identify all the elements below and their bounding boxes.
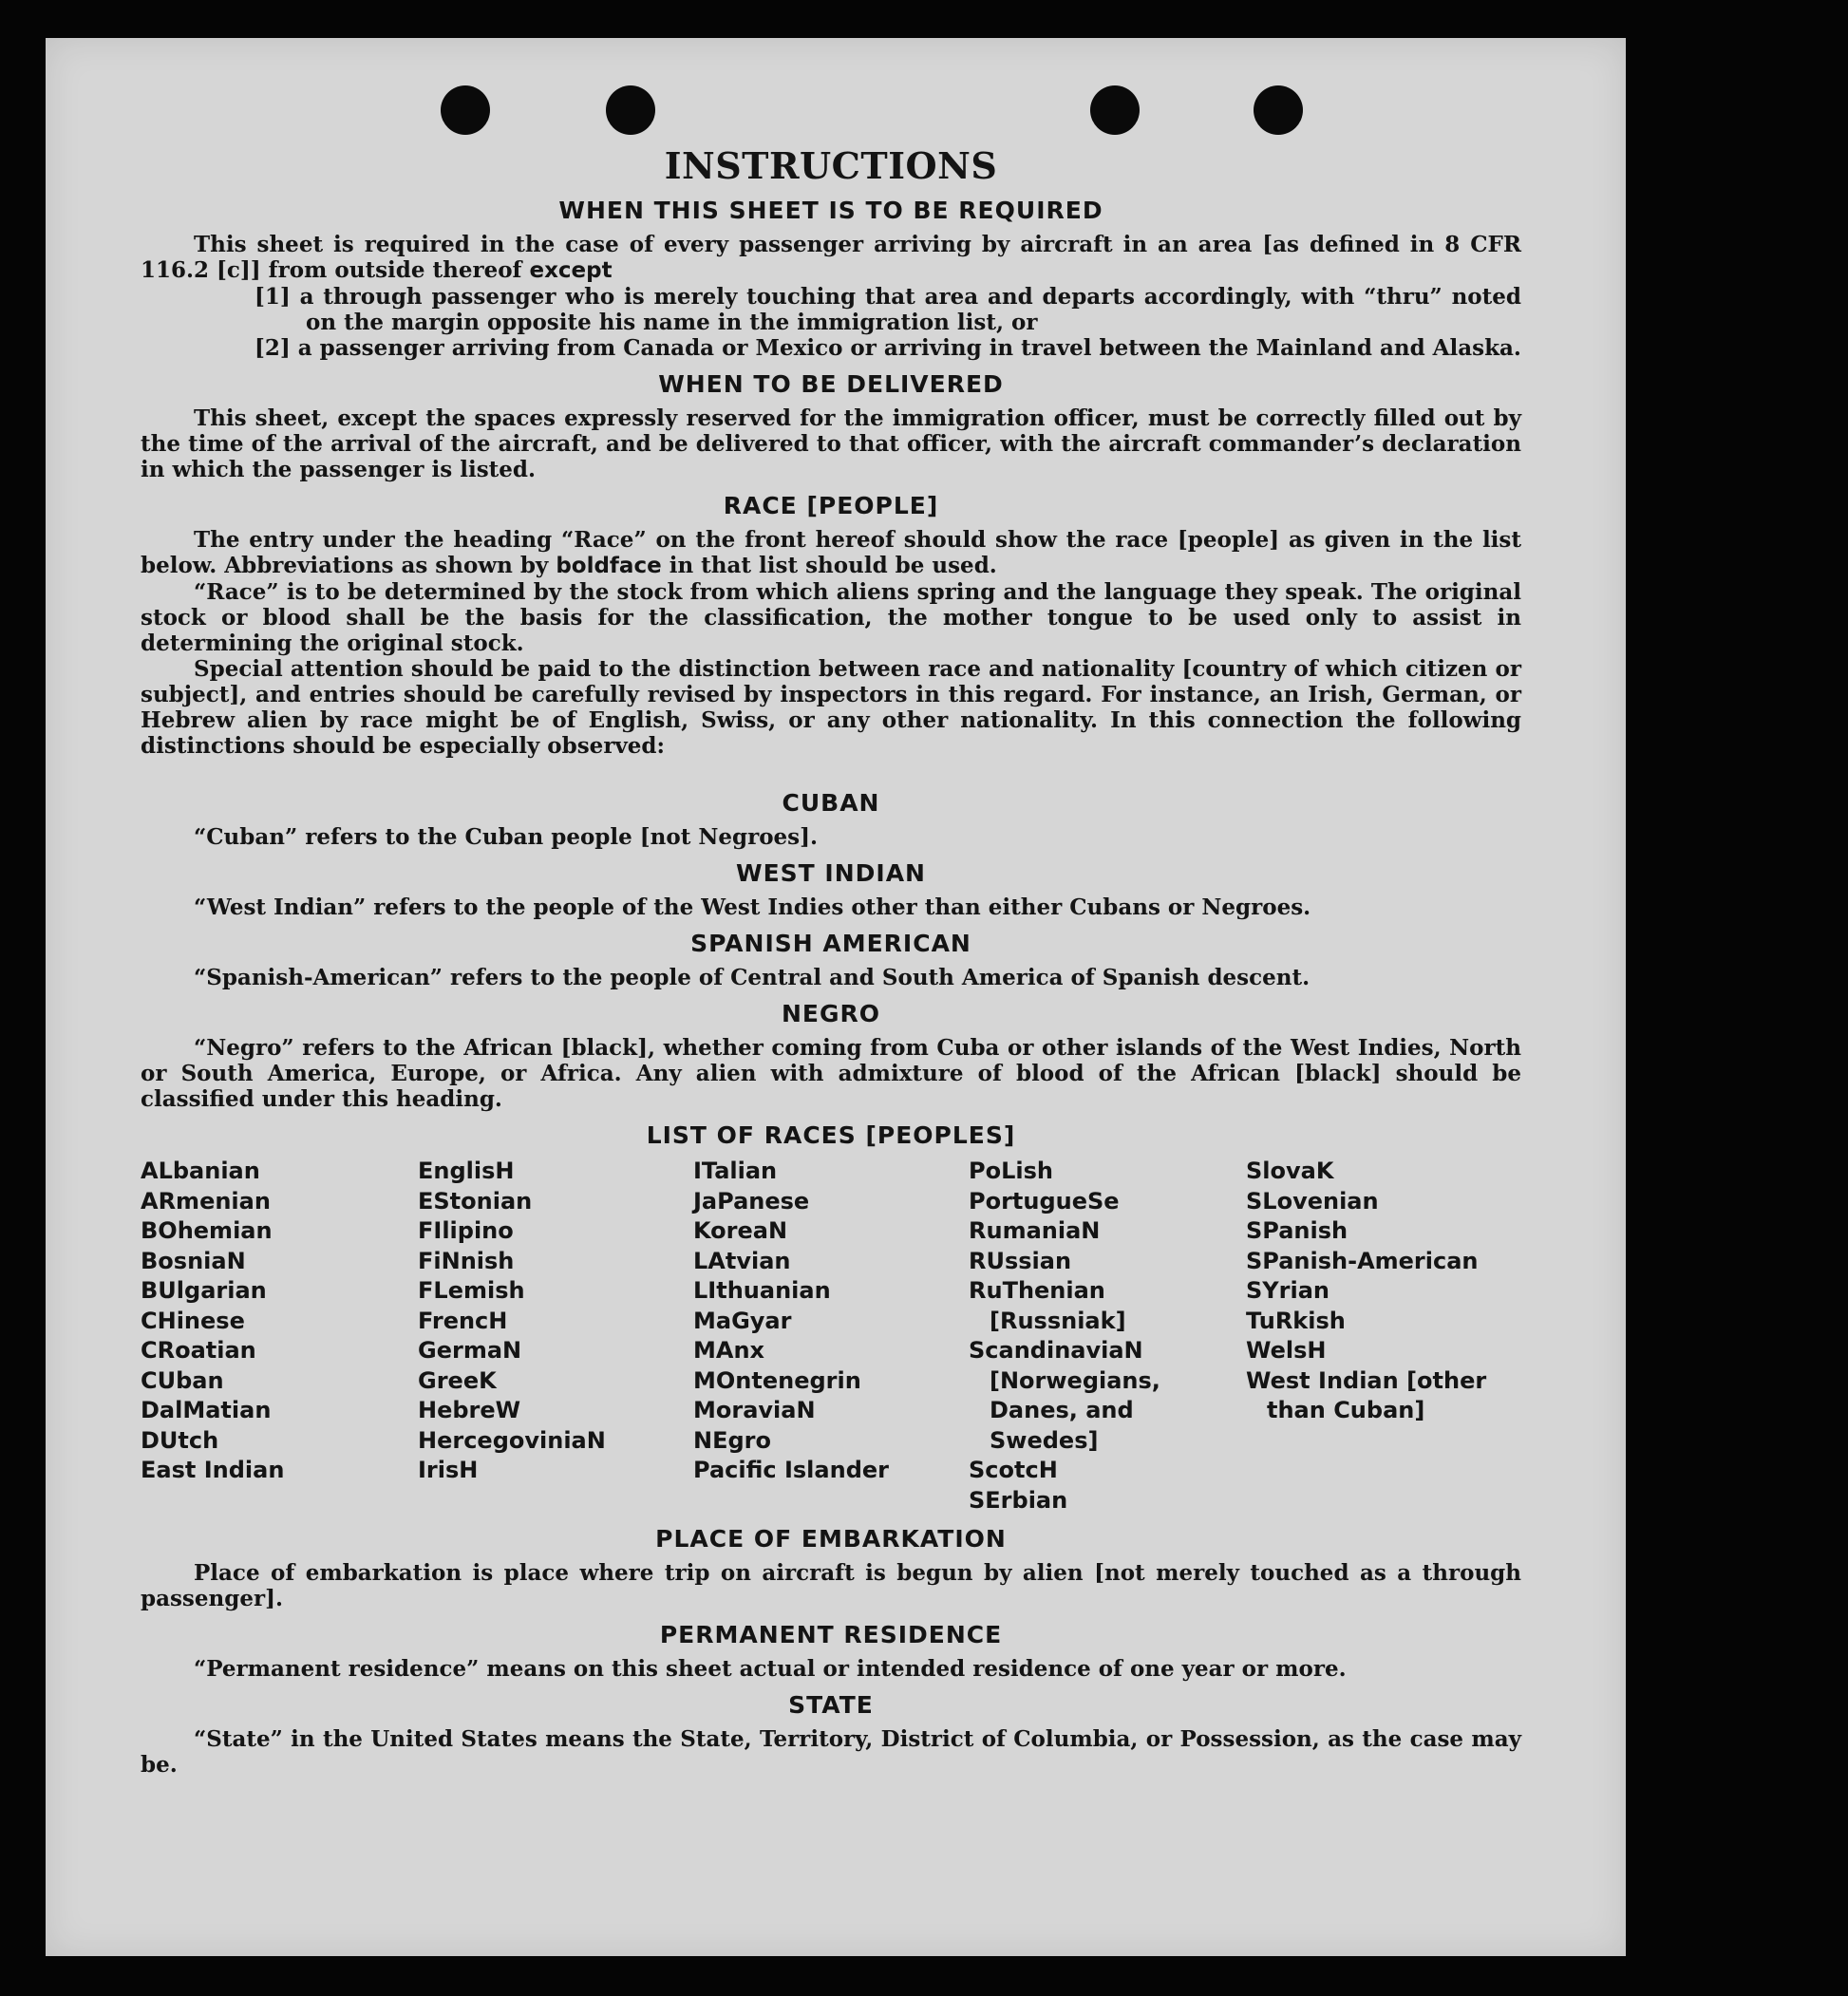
west-indian-text: “West Indian” refers to the people of the West Indies other than either Cubans or Negroes. [194,894,1311,920]
heading-west-indian: WEST INDIAN [736,859,926,887]
heading-required: WHEN THIS SHEET IS TO BE REQUIRED [558,197,1103,224]
negro-text: “Negro” refers to the African [black], whether coming from Cuba or other islands of the West Indies, North or South America, Europe, or Africa. Any alien with admixture of blood of the African [black] should be classified under this heading. [141,1035,1521,1112]
heading-cuban: CUBAN [782,789,880,817]
race-item: KoreaN [693,1217,788,1244]
race-item: SPanish-American [1246,1247,1479,1274]
race-item: GermaN [418,1337,522,1364]
race-item: West Indian [other than Cuban] [1246,1366,1487,1423]
races-column [418,1157,693,1516]
heading-list-of-races: LIST OF RACES [PEOPLES] [646,1121,1016,1149]
race-paragraph-3: Special attention should be paid to the distinction between race and nationality [country of which citizen or subject], and entries should be carefully revised by inspectors in this regard. For instance, an Irish, German, or Hebrew alien by race might be of English, Swiss, or any other nationality. In this connection the following distinctions should be especially observed: [141,656,1521,759]
race-item: DalMatian [141,1397,272,1423]
race-item: CUban [141,1366,224,1394]
race-item: TuRkish [1246,1307,1346,1334]
embarkation-text: Place of embarkation is place where trip on aircraft is begun by alien [not merely touched as a through passenger]. [141,1560,1521,1611]
race-item: FIlipino [418,1217,514,1244]
heading-spanish-american: SPANISH AMERICAN [690,930,971,957]
race-item: Pacific Islander [693,1457,889,1483]
residence-text: “Permanent residence” means on this sheet actual or intended residence of one year or more. [194,1656,1347,1682]
race-item: MOntenegrin [693,1366,861,1394]
races-column [141,1157,418,1516]
punch-hole [1090,85,1140,135]
race-paragraph-1: The entry under the heading “Race” on the front hereof should show the race [people] as given in the list below. Abbreviations as shown by boldface in that list should be used. [141,527,1521,578]
cuban-text: “Cuban” refers to the Cuban people [not Negroes]. [194,824,819,850]
heading-residence: PERMANENT RESIDENCE [659,1621,1003,1648]
race-item: WelsH [1246,1337,1327,1364]
instructions-content [141,144,1521,1778]
page-title: INSTRUCTIONS [664,144,998,187]
required-item-2: [2] a passenger arriving from Canada or Mexico or arriving in travel between the Mainland and Alaska. [255,335,1521,361]
race-item: FrencH [418,1307,508,1334]
state-text: “State” in the United States means the State, Territory, District of Columbia, or Possession, as the case may be. [141,1726,1521,1778]
race-item: IrisH [418,1457,479,1483]
race-item: SErbian [969,1486,1068,1514]
heading-race: RACE [PEOPLE] [723,492,939,519]
punch-hole [441,85,490,135]
race-item: PortugueSe [969,1187,1120,1215]
race-item: RumaniaN [969,1217,1101,1244]
race-item: ITalian [693,1158,778,1184]
race-item: ScandinaviaN [Norwegians, Danes, and Swedes] [969,1337,1160,1454]
race-item: CRoatian [141,1337,256,1364]
race-item: BOhemian [141,1217,273,1244]
race-item: LAtvian [693,1247,791,1274]
race-item: HebreW [418,1397,521,1423]
races-column [693,1157,969,1516]
race-item: ARmenian [141,1187,271,1215]
race-item: FiNnish [418,1247,515,1274]
required-except: except [529,258,613,283]
race-item: SlovaK [1246,1158,1334,1184]
heading-state: STATE [788,1691,874,1719]
race-item: East Indian [141,1457,285,1483]
race-item: BosniaN [141,1247,246,1274]
race-item: CHinese [141,1307,245,1334]
race-item: ALbanian [141,1158,260,1184]
delivered-text: This sheet, except the spaces expressly reserved for the immigration officer, must be correctly filled out by the time of the arrival of the aircraft, and be delivered to that officer, with the aircraft commander’s declaration in which the passenger is listed. [141,405,1521,482]
boldface-word: boldface [556,554,662,578]
race-item: RUssian [969,1247,1072,1274]
race-item: DUtch [141,1426,219,1454]
race-item: EStonian [418,1187,533,1215]
race-item: MaGyar [693,1307,792,1334]
punch-hole [606,85,655,135]
heading-delivered: WHEN TO BE DELIVERED [658,370,1004,398]
race-item: GreeK [418,1366,497,1394]
race-item: ScotcH [969,1457,1058,1483]
race-item: SPanish [1246,1217,1348,1244]
punch-hole [1254,85,1303,135]
heading-embarkation: PLACE OF EMBARKATION [655,1525,1007,1553]
document-page [46,38,1626,1956]
race-item: EnglisH [418,1158,515,1184]
race-paragraph-2: “Race” is to be determined by the stock from which aliens spring and the language they speak. The original stock or blood shall be the basis for the classification, the mother tongue to be used only to assist in determining the original stock. [141,579,1521,656]
race-item: FLemish [418,1277,525,1304]
race-item: SLovenian [1246,1187,1379,1215]
spanish-american-text: “Spanish-American” refers to the people of Central and South America of Spanish descent. [194,965,1311,990]
race-item: MoraviaN [693,1397,816,1423]
heading-negro: NEGRO [781,1000,881,1027]
race-item: PoLish [969,1158,1053,1184]
race-item: BUlgarian [141,1277,267,1304]
race-item: NEgro [693,1426,771,1454]
required-intro: This sheet is required in the case of every passenger arriving by aircraft in an area [as defined in 8 CFR 116.2 [c]] from outside thereof except [141,232,1521,283]
races-list [141,1157,1521,1516]
races-column [1246,1157,1521,1516]
race-item: HercegoviniaN [418,1426,606,1454]
race-item: RuThenian [Russniak] [969,1277,1126,1334]
race-item: LIthuanian [693,1277,831,1304]
required-item-1: [1] a through passenger who is merely touching that area and departs accordingly, with “thru” noted on the margin opposite his name in the immigration list, or [255,284,1521,335]
race-item: JaPanese [693,1187,810,1215]
race-item: MAnx [693,1337,765,1364]
races-column [969,1157,1246,1516]
race-item: SYrian [1246,1277,1330,1304]
